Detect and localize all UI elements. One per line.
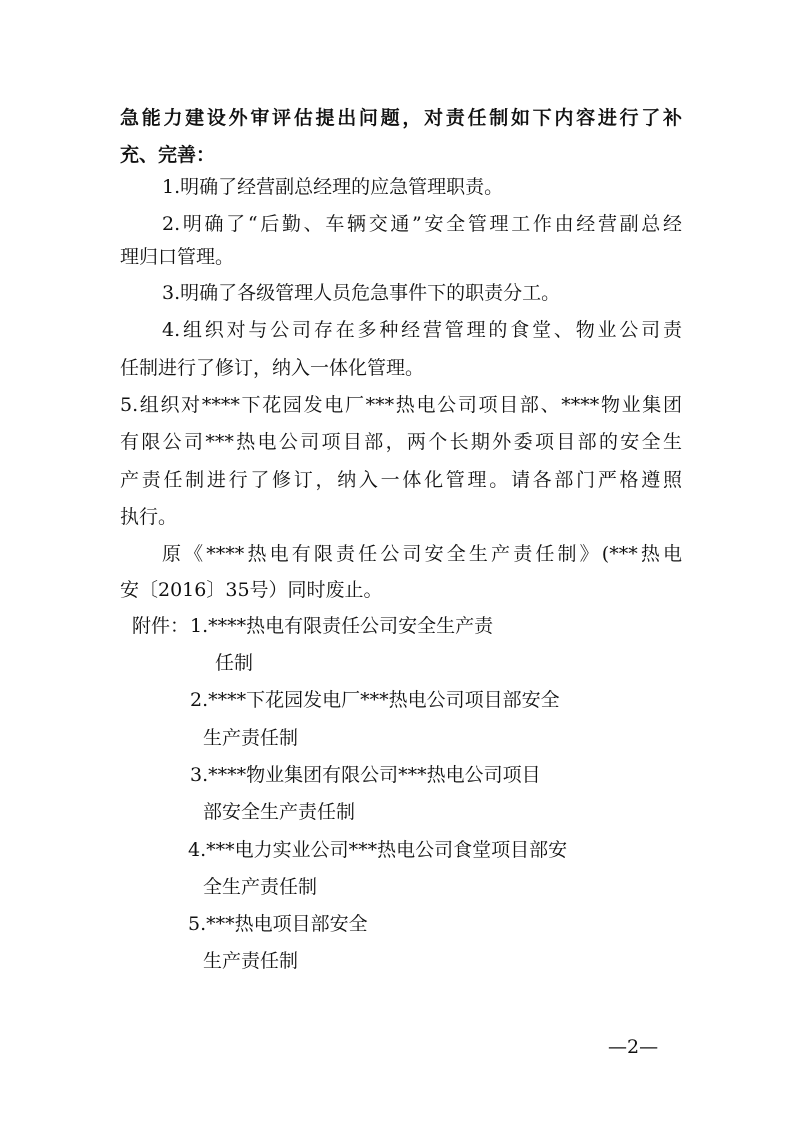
intro-line: 充、完善： (120, 144, 216, 166)
item-5-cont: 执行。 (120, 506, 178, 528)
page-number: —2— (608, 1036, 659, 1058)
item-4: 4.组织对与公司存在多种经营管理的食堂、物业公司责 (162, 319, 682, 341)
item-2-cont: 理归口管理。 (120, 246, 235, 268)
attachment-1-cont: 任制 (215, 652, 254, 674)
item-3: 3.明确了各级管理人员危急事件下的职责分工。 (162, 282, 561, 304)
repeal-notice: 原《****热电有限责任公司安全生产责任制》(***热电 (162, 543, 682, 565)
repeal-notice-cont: 安〔2016〕35号）同时废止。 (120, 579, 383, 601)
attachment-1: 1.****热电有限责任公司安全生产责 (190, 615, 494, 637)
item-5: 5.组织对****下花园发电厂***热电公司项目部、****物业集团 (120, 394, 682, 416)
attachment-3-cont: 部安全生产责任制 (203, 801, 356, 823)
attachment-5: 5.***热电项目部安全 (188, 913, 368, 935)
attachment-4: 4.***电力实业公司***热电公司食堂项目部安 (188, 839, 568, 861)
item-5-cont: 有限公司***热电公司项目部，两个长期外委项目部的安全生 (120, 431, 682, 453)
item-5-cont: 产责任制进行了修订，纳入一体化管理。请各部门严格遵照 (120, 469, 682, 491)
attachments-label: 附件： (132, 615, 190, 637)
attachment-2-cont: 生产责任制 (203, 727, 299, 749)
attachment-4-cont: 全生产责任制 (203, 876, 318, 898)
item-2: 2.明确了“后勤、车辆交通”安全管理工作由经营副总经 (162, 213, 682, 235)
attachment-2: 2.****下花园发电厂***热电公司项目部安全 (190, 689, 560, 711)
item-4-cont: 任制进行了修订，纳入一体化管理。 (120, 357, 425, 379)
attachment-3: 3.****物业集团有限公司***热电公司项目 (190, 764, 541, 786)
item-1: 1.明确了经营副总经理的应急管理职责。 (162, 176, 504, 198)
attachment-5-cont: 生产责任制 (203, 950, 299, 972)
intro-line: 急能力建设外审评估提出问题，对责任制如下内容进行了补 (120, 107, 682, 129)
